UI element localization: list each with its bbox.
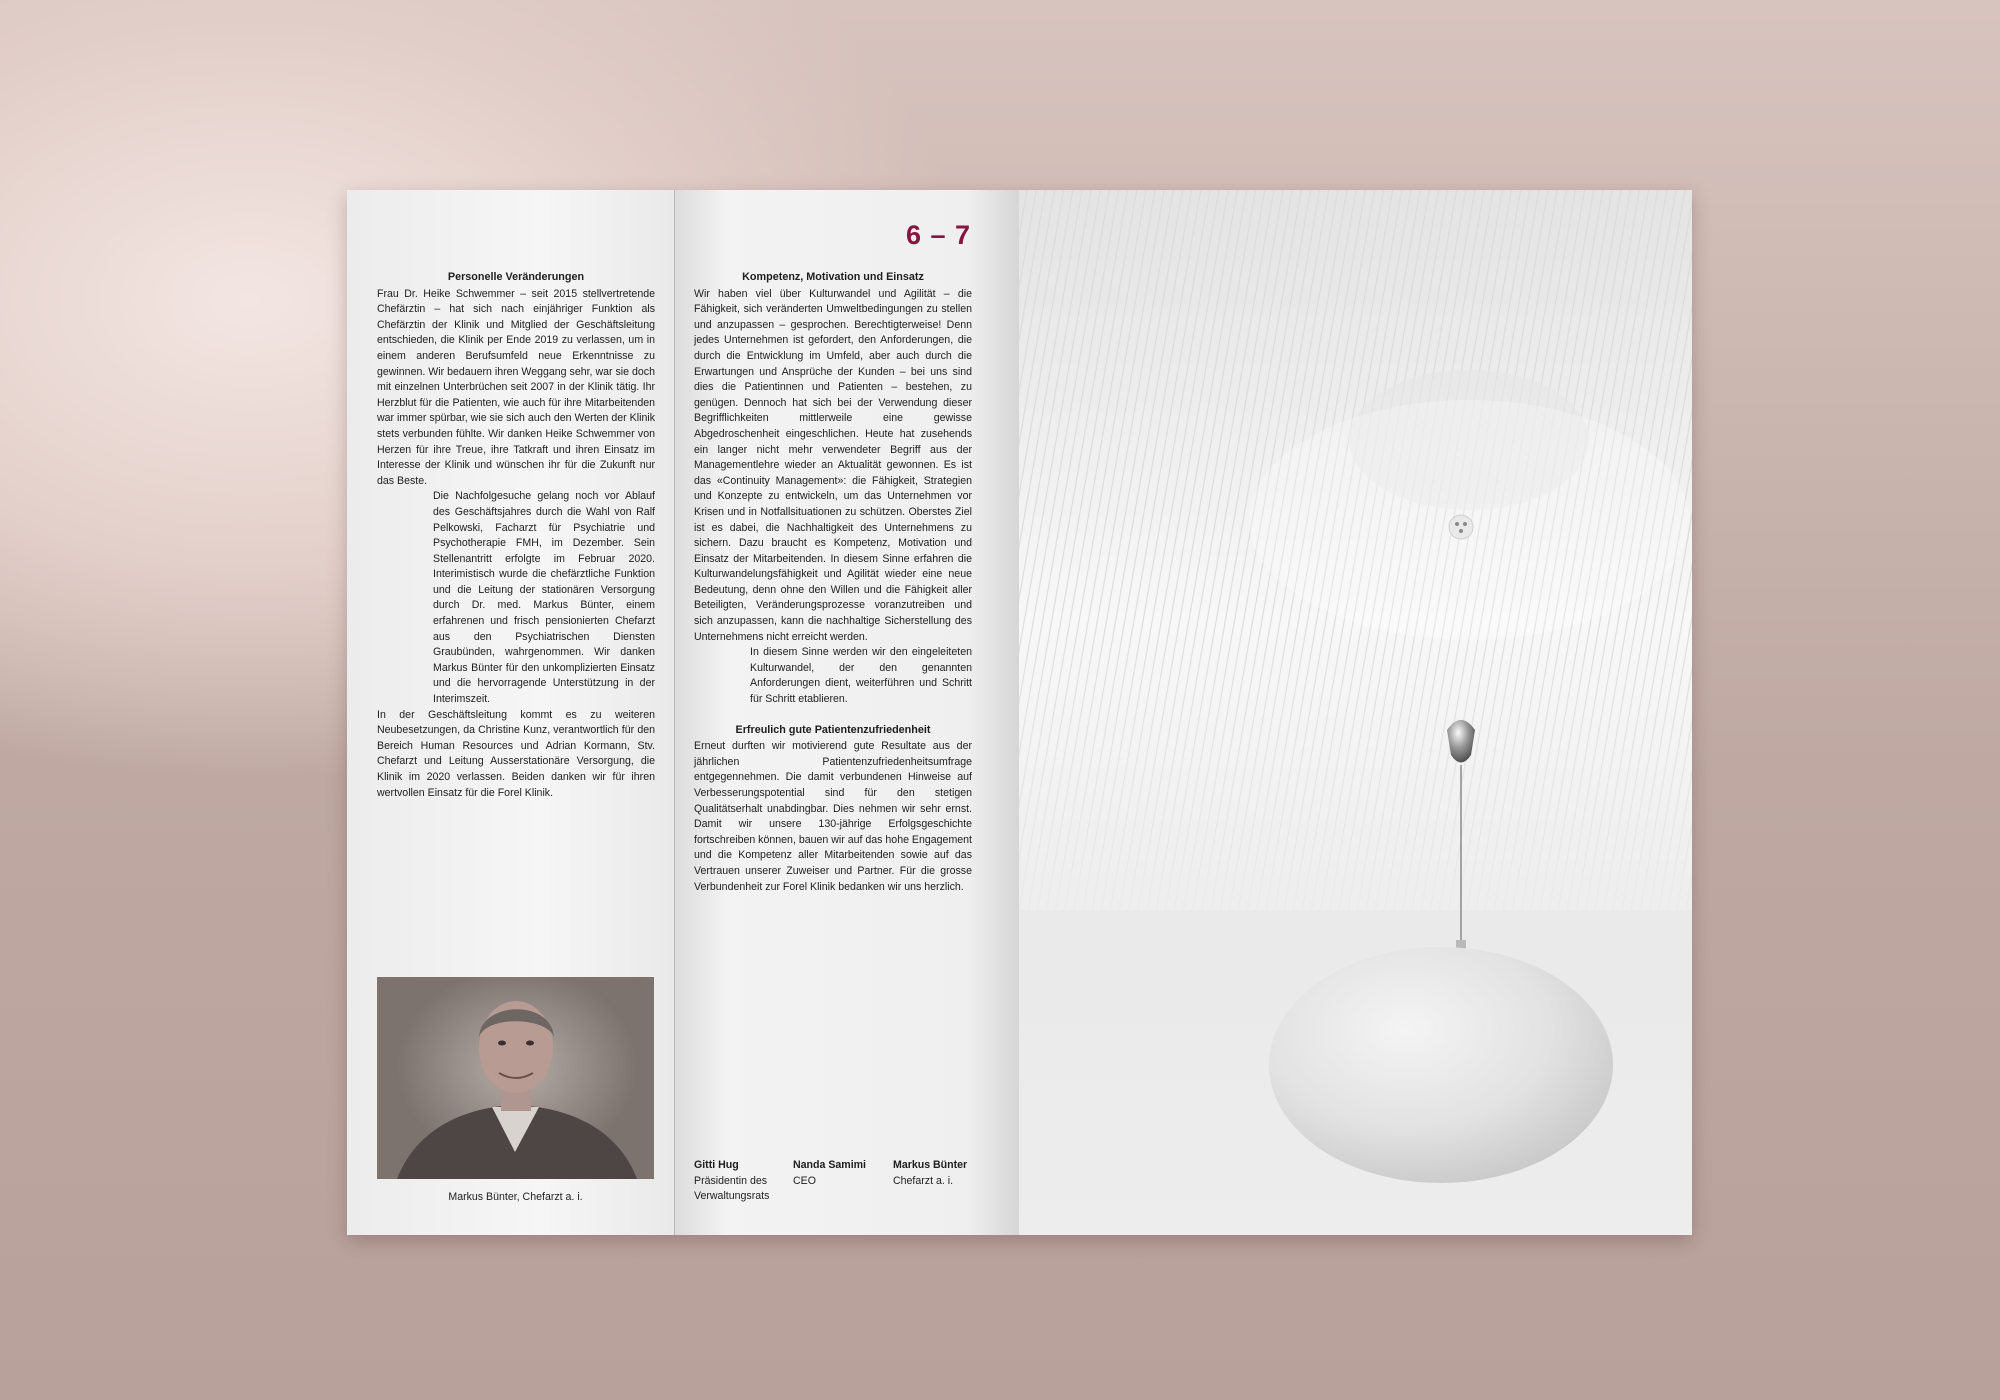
signature-name: Markus Bünter [893,1159,968,1171]
portrait-illustration [377,977,654,1179]
brochure-spread [347,190,1692,1235]
left-text-column [377,270,655,801]
portrait-photo [377,977,654,1179]
page-number: 6 – 7 [905,220,971,250]
paragraph: In der Geschäftsleitung kommt es zu weiteren Neubesetzungen, da Christine Kunz, verantwortlich für den Bereich Human Resources und Adrian Kormann, Stv. Chefarzt und Leitung Ausserstationäre Versorgung, die Klinik im 2020 verlassen. Beiden danken wir für ihren wertvollen Einsatz für die Forel Klinik. [377,708,655,799]
signature-name: Nanda Samimi [793,1159,867,1171]
section-heading-competence: Kompetenz, Motivation und Einsatz [742,271,924,283]
section-heading-satisfaction: Erfreulich gute Patientenzufriedenheit [735,723,931,736]
paragraph: In diesem Sinne werden wir den eingeleiteten Kulturwandel, der den genannten Anforderungen dient, weiterführen und Schritt für Schritt etablieren. [750,646,972,706]
paragraph: Wir haben viel über Kulturwandel und Agilität – die Fähigkeit, sich veränderten Umweltbedingungen zu stellen und anzupassen – gesprochen. Berechtigterweise! Denn jedes Unternehmen ist gefordert, den Anforderungen, die durch die Entwicklung im Umfeld, aber auch durch die Erwartungen und Ansprüche der Kunden – bei uns sind dies die Patientinnen und Patienten – bestehen, zu genügen. Dennoch hat sich bei der Verwendung dieser Begrifflichkeiten mittlerweile eine gewisse Abgedroschenheit eingeschlichen. Heute hat zusehends ein langer nicht mehr verwendeter Begriff aus der Managementlehre wieder an Aktualität gewonnen. Es ist das «Continuity Management»: die Fähigkeit, Strategien und Konzepte zu entwickeln, um das Unternehmen vor Krisen und in Notfallsituationen zu schützen. Oberstes Ziel ist es dabei, die Nachhaltigkeit des Unternehmens zu sichern. Dazu braucht es Kompetenz, Motivation und Einsatz der Mitarbeitenden. In diesem Sinne erfahren die Kulturwandelungsfähigkeit und Agilität wieder eine neue Bedeutung, denn ohne den Willen und die Fähigkeit aller Beteiligten, Veränderungsprozesse voranzutreiben und sich anzupassen, kann die nachhaltige Sicherstellung des Unternehmens nicht erreicht werden. [694,287,972,643]
middle-page [674,190,1019,1235]
signature-block [893,1158,993,1189]
portrait-caption: Markus Bünter, Chefarzt a. i. [448,1191,583,1203]
signature-role: Präsidentin des Verwaltungsrats [694,1174,770,1203]
signature-role: CEO [793,1174,816,1187]
lamp-illustration [1019,190,1692,1235]
signature-block [694,1158,784,1205]
photo-page [1019,190,1692,1235]
signature-name: Gitti Hug [694,1159,739,1171]
signature-role: Chefarzt a. i. [893,1174,954,1187]
left-page [347,190,674,1235]
signature-block [793,1158,883,1189]
middle-text-column [694,270,972,895]
paragraph: Die Nachfolgesuche gelang noch vor Ablauf des Geschäftsjahres durch die Wahl von Ralf Pelkowski, Facharzt für Psychiatrie und Psychotherapie FMH, im Dezember. Sein Stellenantritt erfolgte im Februar 2020. Interimistisch wurde die chefärztliche Funktion und die Leitung der stationären Versorgung durch Dr. med. Markus Bünter, einem erfahrenen und frisch pensionierten Chefarzt aus den Psychiatrischen Diensten Graubünden, wahrgenommen. Wir danken Markus Bünter für den unkomplizierten Einsatz und die hervorragende Unterstützung in der Interimszeit. [433,490,655,706]
paragraph: Erneut durften wir motivierend gute Resultate aus der jährlichen Patientenzufriedenheitsumfrage entgegennehmen. Die damit verbundenen Hinweise auf Verbesserungspotential sind für den stetigen Qualitätserhalt unabdingbar. Dies nehmen wir sehr ernst. Damit wir unsere 130-jährige Erfolgsgeschichte fortschreiben können, bauen wir auf das hohe Engagement und die Kompetenz aller Mitarbeitenden sowie auf das Vertrauen unserer Zuweiser und Partner. Für die grosse Verbundenheit zur Forel Klinik bedanken wir uns herzlich. [694,740,972,893]
section-heading-personnel: Personelle Veränderungen [447,271,585,283]
paragraph: Frau Dr. Heike Schwemmer – seit 2015 stellvertretende Chefärztin – hat sich nach einjähriger Funktion als Chefärztin der Klinik und Mitglied der Geschäftsleitung entschieden, die Klinik per Ende 2019 zu verlassen, um in einem anderen Berufsumfeld neue Erkenntnisse zu gewinnen. Wir bedauern ihren Weggang sehr, war sie doch mit einzelnen Unterbrüchen seit 2007 in der Klinik tätig. Ihr Herzblut für die Patienten, wie auch für ihre Mitarbeitenden war immer spürbar, wie sie sich auch den Werten der Klinik stets verbunden fühlte. Wir danken Heike Schwemmer von Herzen für ihre Treue, ihre Tatkraft und ihren Einsatz im Interesse der Klinik und wünschen ihr für die Zukunft nur das Beste. [377,287,655,487]
